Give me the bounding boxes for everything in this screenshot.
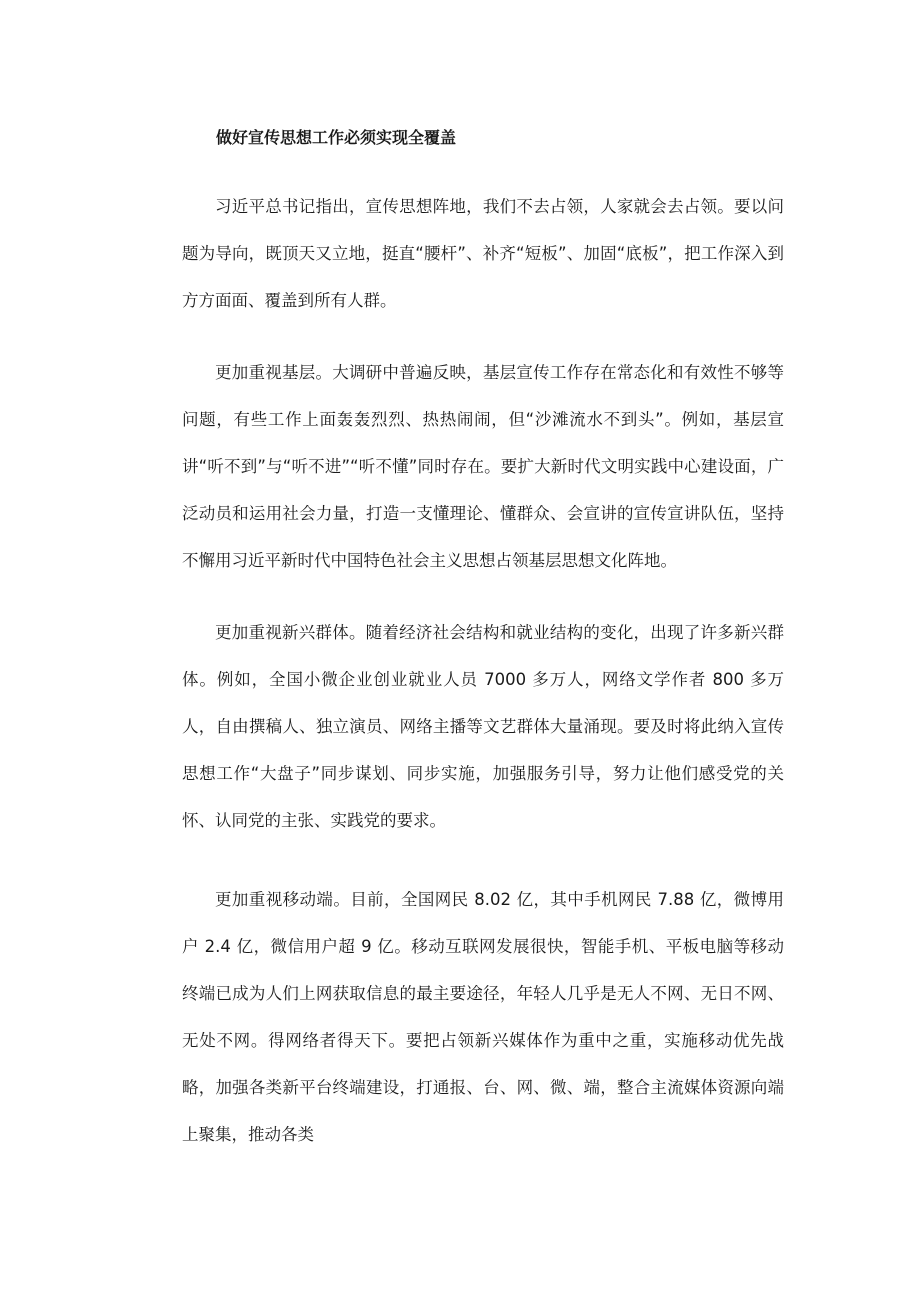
paragraph-grassroots: 更加重视基层。大调研中普遍反映，基层宣传工作存在常态化和有效性不够等问题，有些工作上面轰轰烈烈、热热闹闹，但“沙滩流水不到头”。例如，基层宣讲“听不到”与“听不进”“听不懂”同时存在。要扩大新时代文明实践中心建设面，广泛动员和运用社会力量，打造一支懂理论、懂群众、会宣讲的宣传宣讲队伍，坚持不懈用习近平新时代中国特色社会主义思想占领基层思想文化阵地。 bbox=[182, 363, 784, 570]
paragraph-new-groups: 更加重视新兴群体。随着经济社会结构和就业结构的变化，出现了许多新兴群体。例如，全国小微企业创业就业人员 7000 多万人，网络文学作者 800 多万人，自由撰稿人、独立演员、网络主播等文艺群体大量涌现。要及时将此纳入宣传思想工作“大盘子”同步谋划、同步实施，加强服务引导，努力让他们感受党的关怀、认同党的主张、实践党的要求。 bbox=[182, 623, 784, 830]
document-title: 做好宣传思想工作必须实现全覆盖 bbox=[216, 128, 457, 147]
paragraph-intro: 习近平总书记指出，宣传思想阵地，我们不去占领，人家就会去占领。要以问题为导向，既顶天又立地，挺直“腰杆”、补齐“短板”、加固“底板”，把工作深入到方方面面、覆盖到所有人群。 bbox=[182, 197, 784, 310]
paragraph-mobile: 更加重视移动端。目前，全国网民 8.02 亿，其中手机网民 7.88 亿，微博用户 2.4 亿，微信用户超 9 亿。移动互联网发展很快，智能手机、平板电脑等移动终端已成为人们上网获取信息的最主要途径，年轻人几乎是无人不网、无日不网、无处不网。得网络者得天下。要把占领新兴媒体作为重中之重，实施移动优先战略，加强各类新平台终端建设，打通报、台、网、微、端，整合主流媒体资源向端上聚集，推动各类 bbox=[182, 890, 784, 1144]
